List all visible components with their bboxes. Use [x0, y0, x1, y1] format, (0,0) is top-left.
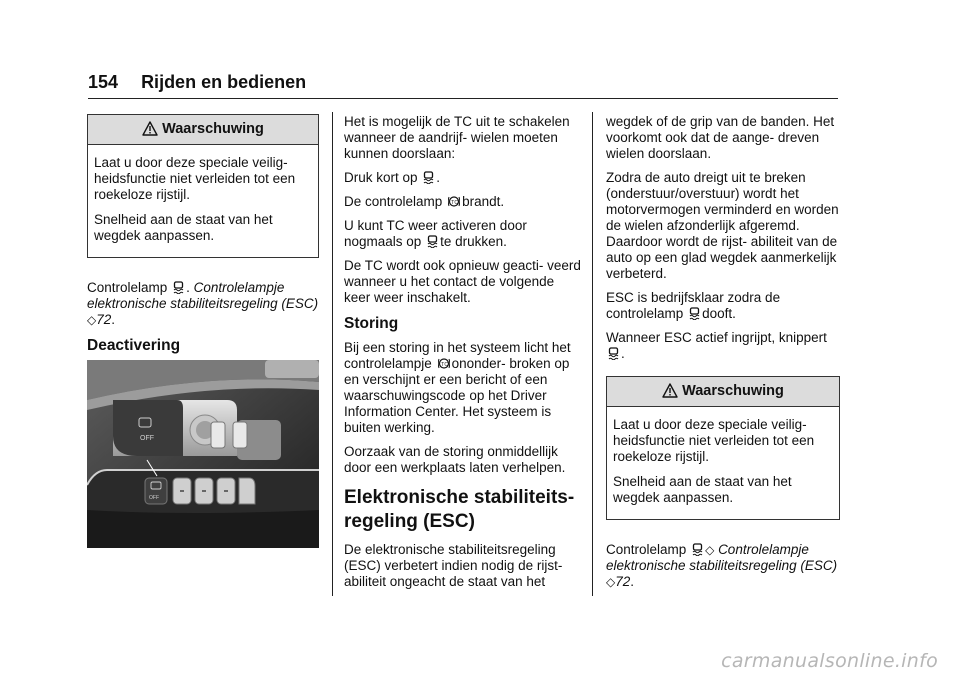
esc-active-label: Wanneer ESC actief ingrijpt, knippert — [606, 330, 827, 345]
svg-text:TC: TC — [440, 362, 448, 368]
warning-box-left — [87, 114, 319, 258]
warning-text-right-2: Snelheid aan de staat van het wegdek aanpassen. — [613, 474, 792, 505]
left-column — [87, 114, 319, 362]
warning-title-right: Waarschuwing — [682, 383, 784, 399]
esc-lamp-icon-2 — [689, 307, 700, 320]
control-lamp-label: Controlelamp — [87, 280, 168, 295]
control-lamp-ref-link[interactable]: Controlelampje elektronische stabiliteitsregeling (ESC) — [87, 280, 319, 311]
section-heading-esc: Elektronische stabiliteits- regeling (ESC) — [344, 487, 575, 532]
warning-box-right — [606, 376, 840, 520]
page-ref-icon: ◇ — [87, 313, 97, 327]
tc-press-label: Druk kort op — [344, 170, 418, 185]
page-number: 154 — [88, 72, 119, 92]
control-lamp-page[interactable]: 72 — [96, 312, 112, 327]
tc-press-text — [344, 170, 582, 186]
watermark: carmanualsonline.info — [721, 650, 938, 672]
warning-text-2: Snelheid aan de staat van het wegdek aanpassen. — [94, 212, 273, 243]
esc-ready-text — [606, 290, 840, 322]
tc-lamp-icon-2 — [438, 357, 450, 370]
svg-text:TC: TC — [451, 200, 459, 206]
middle-column — [344, 114, 582, 598]
esc-off-button-icon — [423, 171, 434, 184]
esc-ready-label: ESC is bedrijfsklaar zodra de controlelamp — [606, 290, 781, 321]
page-ref-icon: ◇ — [606, 575, 616, 589]
esc-active-end: . — [621, 346, 625, 361]
page-ref-icon: ◇ — [705, 543, 715, 557]
warning-triangle-icon — [662, 383, 678, 398]
tc-reactivate-end: te drukken. — [440, 234, 507, 249]
esc-lamp-icon-3 — [608, 347, 619, 360]
esc-off-button-icon-2 — [427, 235, 438, 248]
tc-reactivate-text — [344, 218, 582, 250]
esc-intro-text: De elektronische stabiliteitsregeling (ESC) verbetert indien nodig de rijst- abiliteit ongeacht de staat van het — [344, 542, 563, 589]
warning-header-right — [607, 377, 839, 407]
esc-grip-text: wegdek of de grip van de banden. Het voorkomt ook dat de aange- dreven wielen doorslaan. — [606, 114, 835, 161]
control-lamp-reference: Controlelamp . Controlelampje elektronische stabiliteitsregeling (ESC) ◇72. — [87, 280, 319, 327]
tc-press-end: . — [436, 170, 441, 185]
warning-text-1: Laat u door deze speciale veilig- heidsfunctie niet verleiden tot een roekeloze rijstijl. — [94, 155, 296, 202]
tc-lamp-end: brandt. — [462, 194, 505, 209]
right-column — [606, 114, 840, 598]
header-rule — [88, 98, 838, 99]
section-heading-storing: Storing — [344, 315, 399, 332]
tc-lamp-label: De controlelamp — [344, 194, 443, 209]
esc-ready-end: dooft. — [702, 306, 736, 321]
tc-intro-text: Het is mogelijk de TC uit te schakelen wanneer de aandrijf- wielen moeten kunnen doorslaan: — [344, 114, 570, 161]
esc-button-photo — [87, 360, 319, 548]
warning-triangle-icon — [142, 121, 158, 136]
page-header — [88, 72, 306, 93]
esc-function-text: Zodra de auto dreigt uit te breken (onderstuur/overstuur) wordt het motorvermogen verminderd en worden de wielen afzonderlijk afgeremd. Daardoor wordt de rijst- abiliteit van de auto op een glad wegdek aanmerkelijk verbeterd. — [606, 170, 839, 281]
tc-lamp-icon — [448, 195, 460, 208]
esc-lamp-icon-4 — [692, 543, 703, 556]
esc-lamp-icon — [173, 281, 184, 294]
storing-continued: ononder- broken op en verschijnt er een bericht of een waarschuwingscode op het Driver Information Center. Het systeem is buiten werking. — [344, 356, 570, 435]
warning-text-right-1: Laat u door deze speciale veilig- heidsfunctie niet verleiden tot een roekeloze rijstijl. — [613, 417, 815, 464]
storing-repair-text: Oorzaak van de storing onmiddellijk door een werkplaats laten verhelpen. — [344, 444, 566, 475]
photo-off-label-2: OFF — [149, 495, 159, 501]
photo-off-label-1: OFF — [140, 435, 154, 442]
tc-reactivated-text: De TC wordt ook opnieuw geacti- veerd wanneer u het contact de volgende keer weer inschakelt. — [344, 258, 581, 305]
column-divider-left — [332, 112, 333, 596]
page-title: Rijden en bedienen — [141, 72, 307, 92]
column-divider-right — [592, 112, 593, 596]
tc-reactivate-label: U kunt TC weer activeren door nogmaals op — [344, 218, 527, 249]
tc-lamp-text — [344, 194, 582, 210]
control-lamp-ref-link-right[interactable]: Controlelampje elektronische stabiliteitsregeling (ESC) — [606, 542, 838, 573]
section-heading-deactivering: Deactivering — [87, 337, 181, 354]
warning-header — [88, 115, 318, 145]
control-lamp-reference-right: Controlelamp ◇ Controlelampje elektronische stabiliteitsregeling (ESC) ◇72. — [606, 542, 838, 589]
esc-active-text — [606, 330, 840, 362]
warning-title: Waarschuwing — [162, 121, 264, 137]
storing-text — [344, 340, 582, 436]
storing-label: Bij een storing in het systeem licht het controlelampje — [344, 340, 571, 371]
control-lamp-label-right: Controlelamp — [606, 542, 687, 557]
control-lamp-page-right[interactable]: 72 — [615, 574, 631, 589]
